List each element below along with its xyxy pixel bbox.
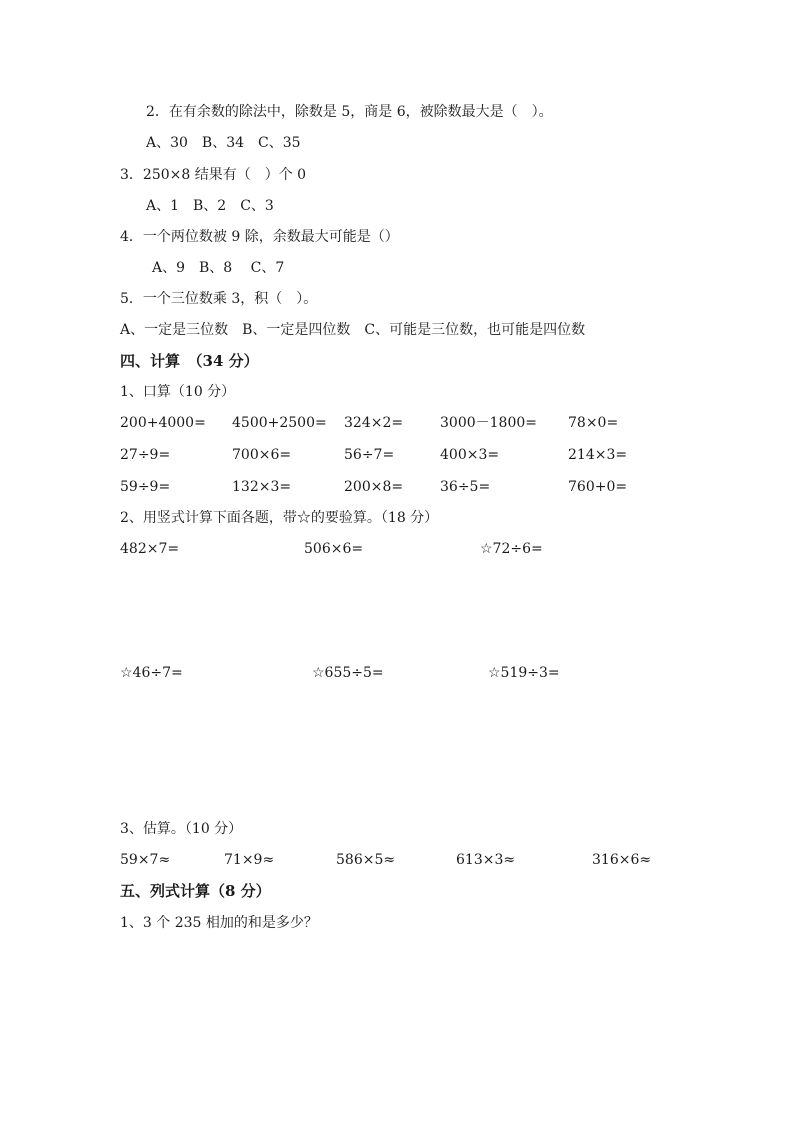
word-problem-1: 1、3 个 235 相加的和是多少？ [120,915,318,931]
question-3: 3．250×8 结果有（ ）个 0 [120,167,307,183]
oral-item: 214×3= [568,447,628,463]
oral-item: 4500+2500= [232,415,327,431]
question-5: 5．一个三位数乘 3，积（ ）。 [120,291,318,307]
vertical-calc-title: 2、用竖式计算下面各题，带☆的要验算。（18 分） [120,510,439,526]
oral-item: 27÷9= [120,447,171,463]
vertical-item: ☆72÷6= [480,541,543,557]
oral-item: 36÷5= [440,479,491,495]
question-2-options: A、30 B、34 C、35 [146,135,301,151]
oral-item: 78×0= [568,415,619,431]
vertical-item: ☆46÷7= [120,665,183,681]
question-4: 4．一个两位数被 9 除，余数最大可能是（） [120,229,399,245]
oral-item: 400×3= [440,447,500,463]
estimate-item: 586×5≈ [336,852,396,868]
oral-item: 56÷7= [344,447,395,463]
section-4-title: 四、计算 （34 分） [120,352,259,370]
oral-item: 760+0= [568,479,628,495]
vertical-item: 482×7= [120,541,180,557]
vertical-item: ☆655÷5= [312,665,384,681]
vertical-item: ☆519÷3= [488,665,560,681]
estimate-item: 59×7≈ [120,852,171,868]
oral-item: 324×2= [344,415,404,431]
question-5-options: A、一定是三位数 B、一定是四位数 C、可能是三位数，也可能是四位数 [120,322,586,338]
question-4-options: A、9 B、8 C、7 [152,260,285,276]
oral-item: 700×6= [232,447,292,463]
estimate-title: 3、估算。（10 分） [120,821,243,837]
estimate-item: 613×3≈ [456,852,516,868]
vertical-item: 506×6= [304,541,364,557]
question-3-options: A、1 B、2 C、3 [146,198,274,214]
question-2: 2．在有余数的除法中，除数是 5，商是 6，被除数最大是（ ）。 [146,104,553,120]
oral-item: 132×3= [232,479,292,495]
section-5-title: 五、列式计算（8 分） [120,882,271,900]
estimate-item: 71×9≈ [224,852,275,868]
oral-item: 3000－1800= [440,415,537,431]
estimate-item: 316×6≈ [592,852,652,868]
oral-item: 200×8= [344,479,404,495]
oral-item: 59÷9= [120,479,171,495]
oral-calc-title: 1、口算（10 分） [120,384,236,400]
oral-item: 200+4000= [120,415,206,431]
